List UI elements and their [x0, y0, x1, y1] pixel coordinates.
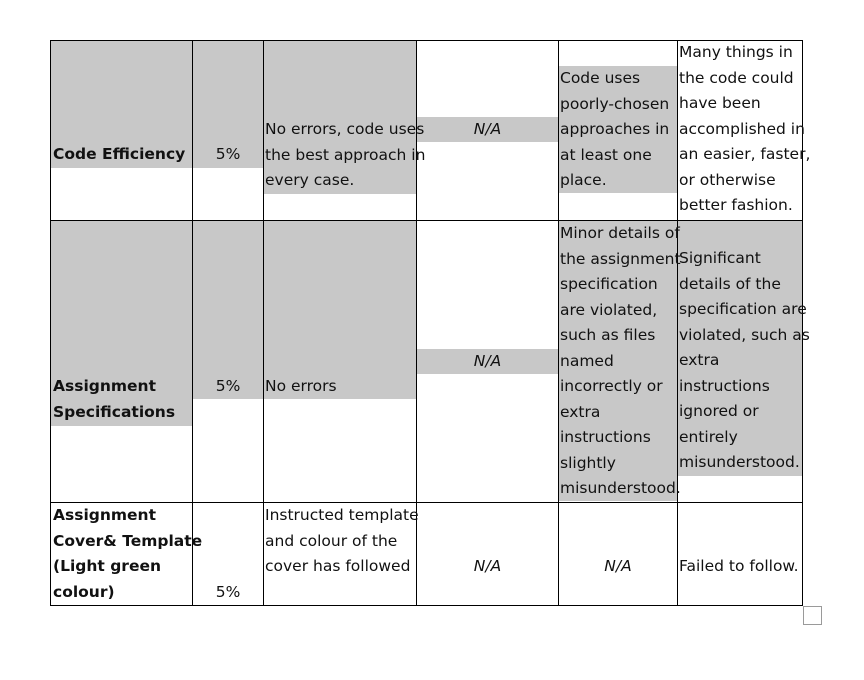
row2-level1-highlight	[264, 221, 416, 399]
row1-level2: N/A	[473, 120, 502, 138]
row2-weight: 5%	[215, 377, 241, 395]
row3-level3: N/A	[604, 557, 632, 575]
row2-level3: Minor details of the assignment specification are violated, such as files named incorrectly or extra instructions slightly misunderstood.	[560, 224, 681, 497]
rubric-table	[50, 40, 811, 606]
row3-weight: 5%	[215, 583, 241, 601]
row3-level1: Instructed template and colour of the cover has followed	[265, 506, 419, 575]
row2-level4: Significant details of the specification are violated, such as extra instructions ignored or entirely misunderstood.	[679, 249, 810, 471]
row1-level1: No errors, code uses the best approach in every case.	[265, 120, 426, 189]
row2-criterion: Assignment Specifications	[53, 377, 176, 421]
row2-level1: No errors	[265, 377, 337, 395]
row2-weight-highlight	[193, 221, 263, 399]
row2-level2: N/A	[473, 352, 502, 370]
table-resize-handle[interactable]	[803, 606, 822, 625]
row3-level2: N/A	[473, 557, 502, 575]
row1-level4: Many things in the code could have been accomplished in an easier, faster, or otherwise better fashion.	[679, 43, 811, 214]
row1-criterion: Code Efficiency	[53, 145, 186, 163]
row3-level4: Failed to follow.	[679, 557, 799, 575]
row1-weight: 5%	[215, 145, 241, 163]
row1-level3: Code uses poorly-chosen approaches in at least one place.	[560, 69, 670, 189]
row3-criterion: Assignment Cover& Template (Light green colour)	[53, 506, 203, 601]
